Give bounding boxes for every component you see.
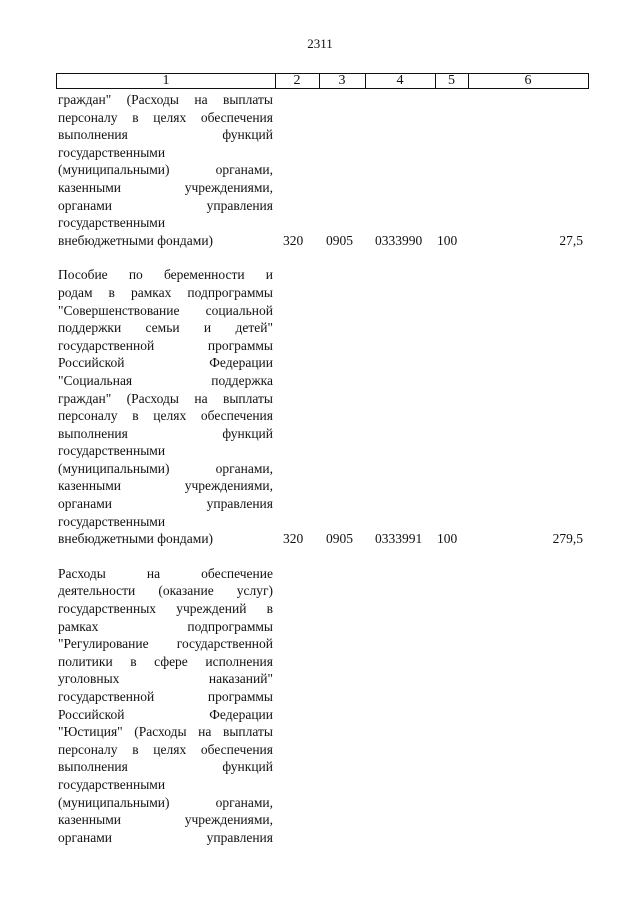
description-line: выполнения функций [58, 127, 273, 143]
description-line: казенными учреждениями, [58, 812, 273, 828]
header-col-5: 5 [448, 73, 455, 88]
description-line: государственными [58, 215, 166, 231]
description-line: деятельности (оказание услуг) [58, 583, 273, 599]
description-line: государственной программы [58, 337, 273, 353]
description-line: внебюджетными фондами) [58, 232, 214, 248]
description-line: родам в рамках подпрограммы [58, 284, 273, 300]
description-line: Расходы на обеспечение [58, 565, 273, 581]
row-spacer [0, 249, 640, 266]
cell-col-2: 320 [283, 531, 304, 547]
table-header-row [56, 73, 589, 89]
row-description [58, 266, 273, 548]
description-line: граждан" (Расходы на выплаты [58, 92, 273, 107]
page-number: 2311 [307, 36, 333, 51]
cell-col-6: 279,5 [552, 531, 583, 547]
row-description [58, 565, 273, 847]
description-line: "Совершенствование социальной [58, 302, 273, 318]
description-line: казенными учреждениями, [58, 478, 273, 494]
table-body [0, 91, 640, 846]
cell-col-6: 27,5 [559, 232, 583, 248]
table-row [0, 91, 640, 249]
description-line: внебюджетными фондами) [58, 531, 214, 547]
cell-col-4: 0333990 [375, 232, 423, 248]
description-line: граждан" (Расходы на выплаты [58, 390, 273, 406]
cell-col-3: 0905 [326, 531, 353, 547]
description-line: органами управления [58, 197, 273, 213]
header-col-1: 1 [162, 73, 170, 88]
header-col-6: 6 [524, 73, 532, 88]
cell-col-5: 100 [437, 531, 458, 547]
description-line: уголовных наказаний" [58, 671, 273, 687]
description-line: государственными [58, 776, 166, 792]
description-line: (муниципальными) органами, [58, 794, 273, 810]
cell-col-3: 0905 [326, 232, 353, 248]
description-line: казенными учреждениями, [58, 179, 273, 195]
cell-col-5: 100 [437, 232, 458, 248]
description-line: Пособие по беременности и [58, 267, 273, 283]
description-line: "Регулирование государственной [58, 636, 273, 652]
description-line: политики в сфере исполнения [58, 653, 273, 669]
header-col-3: 3 [338, 73, 346, 88]
description-line: государственных учреждений в [58, 601, 273, 617]
description-line: (муниципальными) органами, [58, 162, 273, 178]
table-row [0, 565, 640, 847]
header-col-2: 2 [293, 73, 301, 88]
description-line: органами управления [58, 496, 273, 512]
description-line: рамках подпрограммы [58, 618, 273, 634]
description-line: персоналу в целях обеспечения [58, 109, 273, 125]
description-line: государственными [58, 513, 166, 529]
description-line: государственной программы [58, 689, 273, 704]
description-line: Российской Федерации [58, 355, 273, 371]
table-row [0, 266, 640, 548]
description-line: государственными [58, 443, 166, 459]
description-line: выполнения функций [58, 425, 273, 441]
description-line: государственными [58, 144, 166, 160]
description-line: персоналу в целях обеспечения [58, 408, 273, 424]
cell-col-2: 320 [283, 232, 304, 248]
description-line: персоналу в целях обеспечения [58, 741, 273, 757]
description-line: выполнения функций [58, 759, 273, 775]
description-line: (муниципальными) органами, [58, 460, 273, 476]
row-description [58, 91, 273, 249]
row-spacer [0, 548, 640, 565]
description-line: Российской Федерации [58, 706, 273, 722]
cell-col-4: 0333991 [375, 531, 423, 547]
description-line: "Юстиция" (Расходы на выплаты [58, 724, 273, 740]
description-line: органами управления [58, 829, 273, 845]
header-col-4: 4 [396, 73, 404, 88]
description-line: "Социальная поддержка [58, 372, 273, 388]
description-line: поддержки семьи и детей" [58, 320, 273, 336]
